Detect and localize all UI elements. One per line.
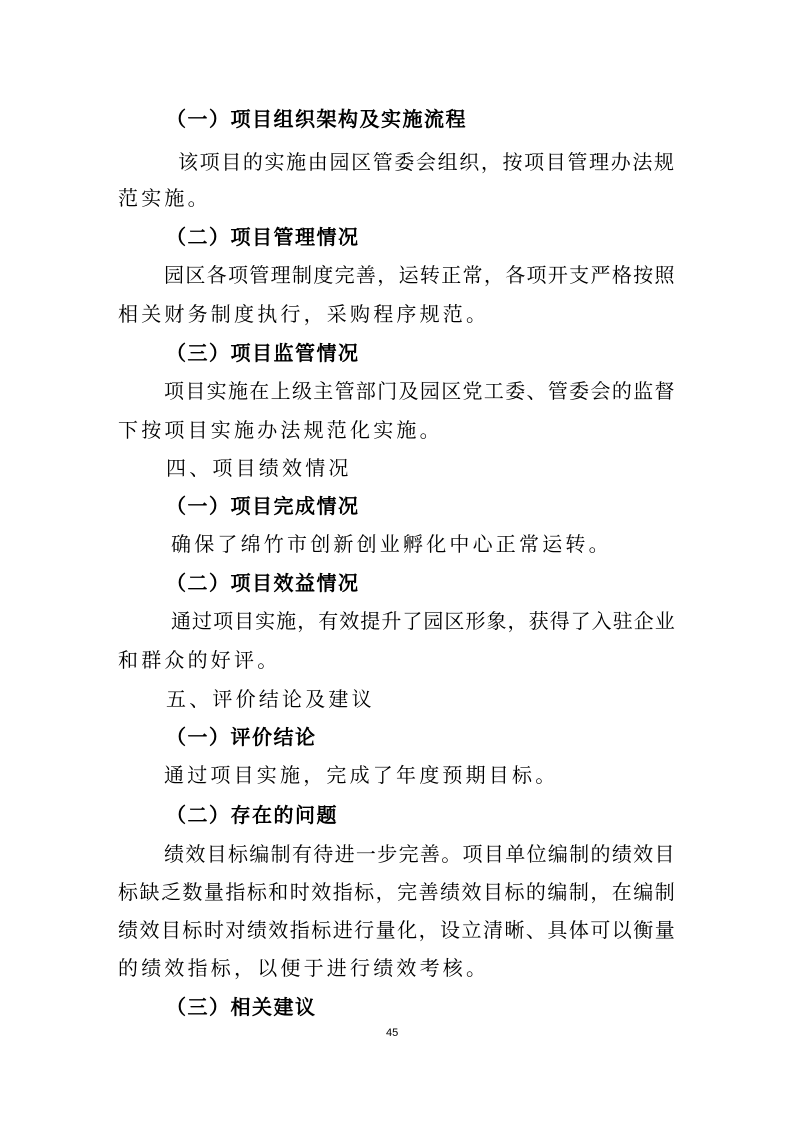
paragraph-line: 的绩效指标，以便于进行绩效考核。	[118, 956, 490, 980]
heading-performance: 四、项目绩效情况	[166, 456, 352, 480]
heading-management: （二）项目管理情况	[166, 225, 360, 249]
paragraph-line: 和群众的好评。	[118, 648, 281, 672]
paragraph-line: 园区各项管理制度完善，运转正常，各项开支严格按照	[164, 263, 676, 287]
paragraph-line: 通过项目实施，有效提升了园区形象，获得了入驻企业	[171, 609, 676, 633]
paragraph-line: 标缺乏数量指标和时效指标，完善绩效目标的编制，在编制	[118, 880, 677, 904]
paragraph-line: 确保了绵竹市创新创业孵化中心正常运转。	[171, 532, 612, 556]
paragraph-line: 项目实施在上级主管部门及园区党工委、管委会的监督	[164, 379, 676, 403]
paragraph-line: 范实施。	[118, 186, 211, 210]
heading-suggestions: （三）相关建议	[166, 995, 317, 1019]
paragraph-line: 相关财务制度执行，采购程序规范。	[118, 302, 490, 326]
heading-supervision: （三）项目监管情况	[166, 341, 360, 365]
paragraph-line: 该项目的实施由园区管委会组织，按项目管理办法规	[178, 150, 676, 174]
heading-completion: （一）项目完成情况	[166, 494, 360, 518]
heading-org-structure: （一）项目组织架构及实施流程	[166, 107, 467, 131]
paragraph-line: 绩效目标时对绩效指标进行量化，设立清晰、具体可以衡量	[118, 918, 677, 942]
heading-issues: （二）存在的问题	[166, 803, 338, 827]
heading-evaluation: 五、评价结论及建议	[166, 687, 375, 711]
paragraph-line: 绩效目标编制有待进一步完善。项目单位编制的绩效目	[164, 842, 676, 866]
heading-conclusion: （一）评价结论	[166, 725, 317, 749]
page-number: 45	[386, 1027, 399, 1039]
paragraph-line: 下按项目实施办法规范化实施。	[118, 418, 443, 442]
heading-benefit: （二）项目效益情况	[166, 571, 360, 595]
paragraph-line: 通过项目实施，完成了年度预期目标。	[164, 763, 559, 787]
